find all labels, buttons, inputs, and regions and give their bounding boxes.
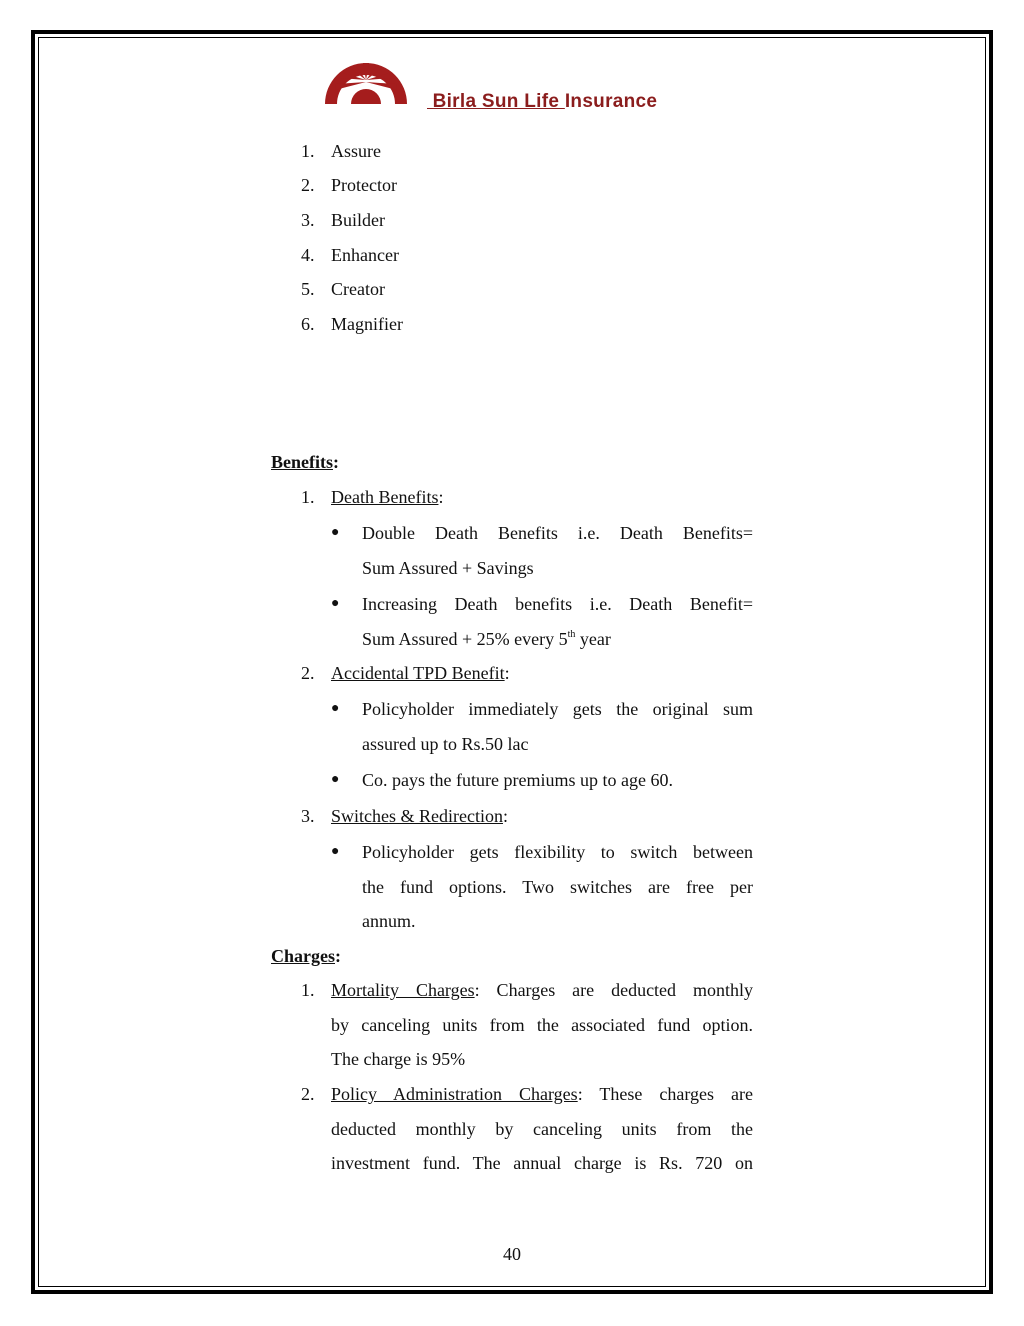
bullet-icon: ● — [331, 596, 340, 611]
plan-item: Magnifier — [331, 314, 403, 334]
bullet-icon: ● — [331, 772, 340, 787]
title-colon: : — [502, 806, 508, 826]
charge-line: investment fund. The annual charge is Rs. 720 on — [331, 1153, 753, 1173]
benefits-heading — [271, 451, 339, 473]
benefit-title — [331, 662, 510, 684]
list-number: 2. — [301, 663, 315, 683]
benefits-heading-text: Benefits — [271, 452, 333, 472]
superscript: th — [567, 629, 576, 640]
charge-line — [331, 1083, 753, 1105]
brand-title — [427, 91, 657, 113]
plan-item: Builder — [331, 210, 385, 230]
brand-name-underlined: Birla Sun Life — [427, 91, 565, 112]
charge-line: by canceling units from the associated fund option. — [331, 1015, 753, 1035]
charge-line: deducted monthly by canceling units from the — [331, 1119, 753, 1139]
benefit-title — [331, 486, 443, 508]
brand-name-insurance: Insurance — [564, 91, 658, 112]
bullet-line: assured up to Rs.50 lac — [362, 734, 529, 754]
bullet-line: the fund options. Two switches are free per — [362, 877, 753, 897]
heading-colon: : — [335, 946, 341, 966]
charge-title: Mortality Charges — [331, 980, 475, 1000]
bullet-line: Policyholder gets flexibility to switch between — [362, 842, 753, 862]
benefit-title — [331, 805, 508, 827]
title-colon: : — [504, 663, 510, 683]
bullet-line: annum. — [362, 911, 416, 931]
plan-item: Enhancer — [331, 245, 399, 265]
list-number: 1. — [301, 487, 315, 507]
charges-heading-text: Charges — [271, 946, 335, 966]
bullet-line: Policyholder immediately gets the original sum — [362, 699, 753, 719]
plan-item: Creator — [331, 279, 385, 299]
benefit-title-text: Death Benefits — [331, 487, 439, 507]
charge-line: The charge is 95% — [331, 1049, 466, 1069]
list-number: 3. — [301, 210, 315, 230]
bullet-line: Increasing Death benefits i.e. Death Benefit= — [362, 594, 753, 614]
page-number: 40 — [503, 1244, 521, 1264]
benefit-title-text: Accidental TPD Benefit — [331, 663, 505, 683]
plan-item: Assure — [331, 141, 381, 161]
sun-arc-logo-icon — [323, 58, 409, 106]
charge-line — [331, 979, 753, 1001]
text-segment: : These charges are — [577, 1084, 753, 1104]
list-number: 6. — [301, 314, 315, 334]
heading-colon: : — [333, 452, 339, 472]
text-segment: : Charges are deducted monthly — [474, 980, 754, 1000]
list-number: 1. — [301, 980, 315, 1000]
plan-item: Protector — [331, 175, 397, 195]
list-number: 5. — [301, 279, 315, 299]
bullet-icon: ● — [331, 844, 340, 859]
list-number: 4. — [301, 245, 315, 265]
title-colon: : — [438, 487, 444, 507]
bullet-line: Double Death Benefits i.e. Death Benefits= — [362, 523, 753, 543]
list-number: 3. — [301, 806, 315, 826]
bullet-icon: ● — [331, 525, 340, 540]
bullet-line: Co. pays the future premiums up to age 60. — [362, 770, 673, 790]
list-number: 1. — [301, 141, 315, 161]
text-segment: year — [575, 629, 611, 649]
bullet-icon: ● — [331, 701, 340, 716]
text-segment: Sum Assured + 25% every 5 — [362, 629, 568, 649]
bullet-line — [362, 628, 611, 650]
list-number: 2. — [301, 175, 315, 195]
list-number: 2. — [301, 1084, 315, 1104]
charges-heading — [271, 945, 341, 967]
benefit-title-text: Switches & Redirection — [331, 806, 503, 826]
charge-title: Policy Administration Charges — [331, 1084, 578, 1104]
bullet-line: Sum Assured + Savings — [362, 558, 534, 578]
